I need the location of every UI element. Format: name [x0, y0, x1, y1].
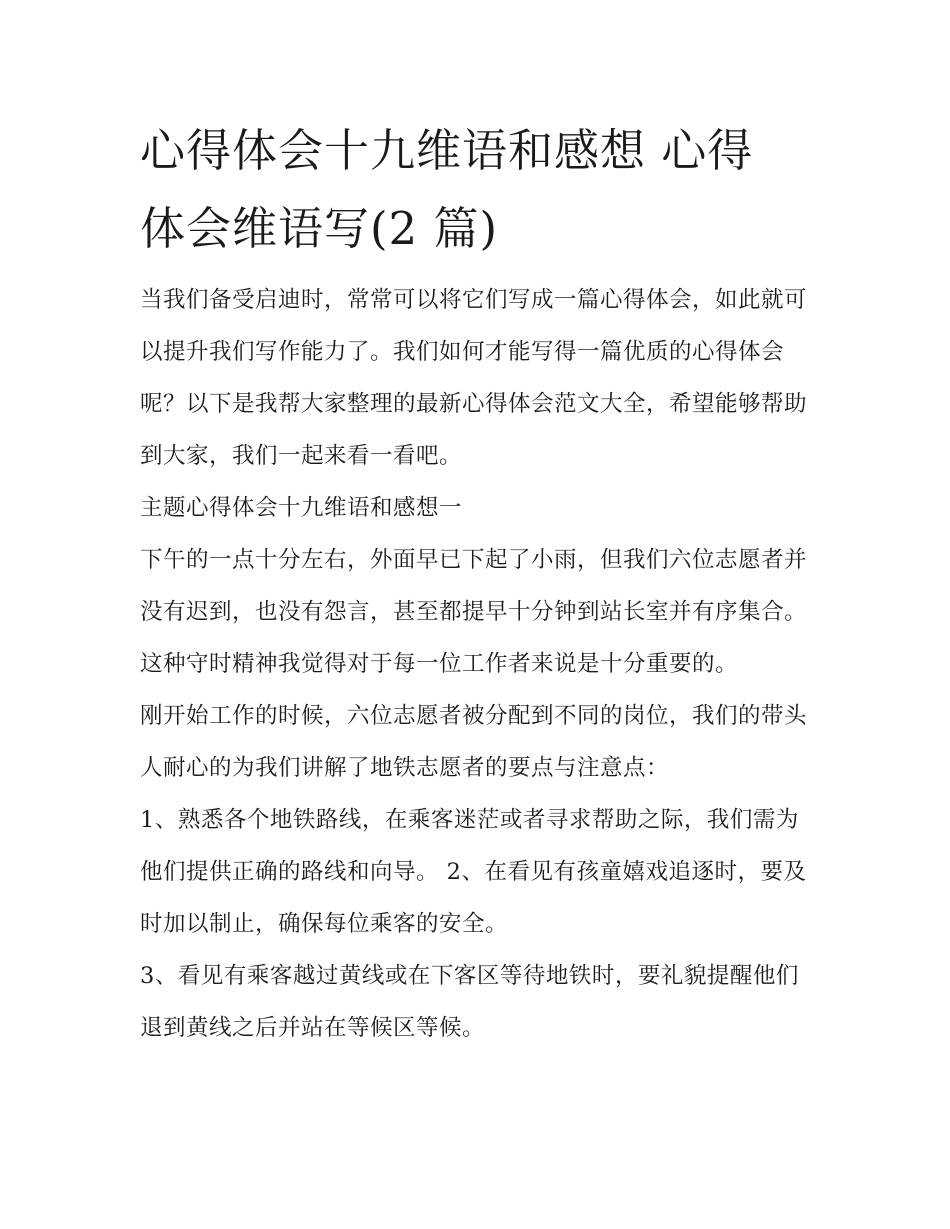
- title-line-2: 体会维语写(2 篇): [140, 202, 499, 255]
- list-item-1-2: 1、熟悉各个地铁路线，在乘客迷茫或者寻求帮助之际，我们需为他们提供正确的路线和向导。 2、在看见有孩童嬉戏追逐时，要及时加以制止，确保每位乘客的安全。: [140, 807, 807, 937]
- section-heading: 主题心得体会十九维语和感想一: [140, 495, 463, 521]
- document-title: [140, 112, 815, 268]
- body-paragraph: 下午的一点十分左右，外面早已下起了小雨，但我们六位志愿者并没有迟到，也没有怨言，甚至都提早十分钟到站长室并有序集合。这种守时精神我觉得对于每一位工作者来说是十分重要的。: [140, 547, 808, 677]
- body-paragraph: 刚开始工作的时候，六位志愿者被分配到不同的岗位，我们的带头人耐心的为我们讲解了地铁志愿者的要点与注意点：: [140, 703, 808, 781]
- document-page: [140, 112, 815, 1054]
- title-line-1: 心得体会十九维语和感想 心得: [140, 124, 754, 177]
- intro-paragraph: 当我们备受启迪时，常常可以将它们写成一篇心得体会，如此就可以提升我们写作能力了。我们如何才能写得一篇优质的心得体会呢？以下是我帮大家整理的最新心得体会范文大全，希望能够帮助到大家，我们一起来看一看吧。: [140, 287, 808, 469]
- list-item-3: 3、看见有乘客越过黄线或在下客区等待地铁时，要礼貌提醒他们退到黄线之后并站在等候区等候。: [140, 963, 799, 1041]
